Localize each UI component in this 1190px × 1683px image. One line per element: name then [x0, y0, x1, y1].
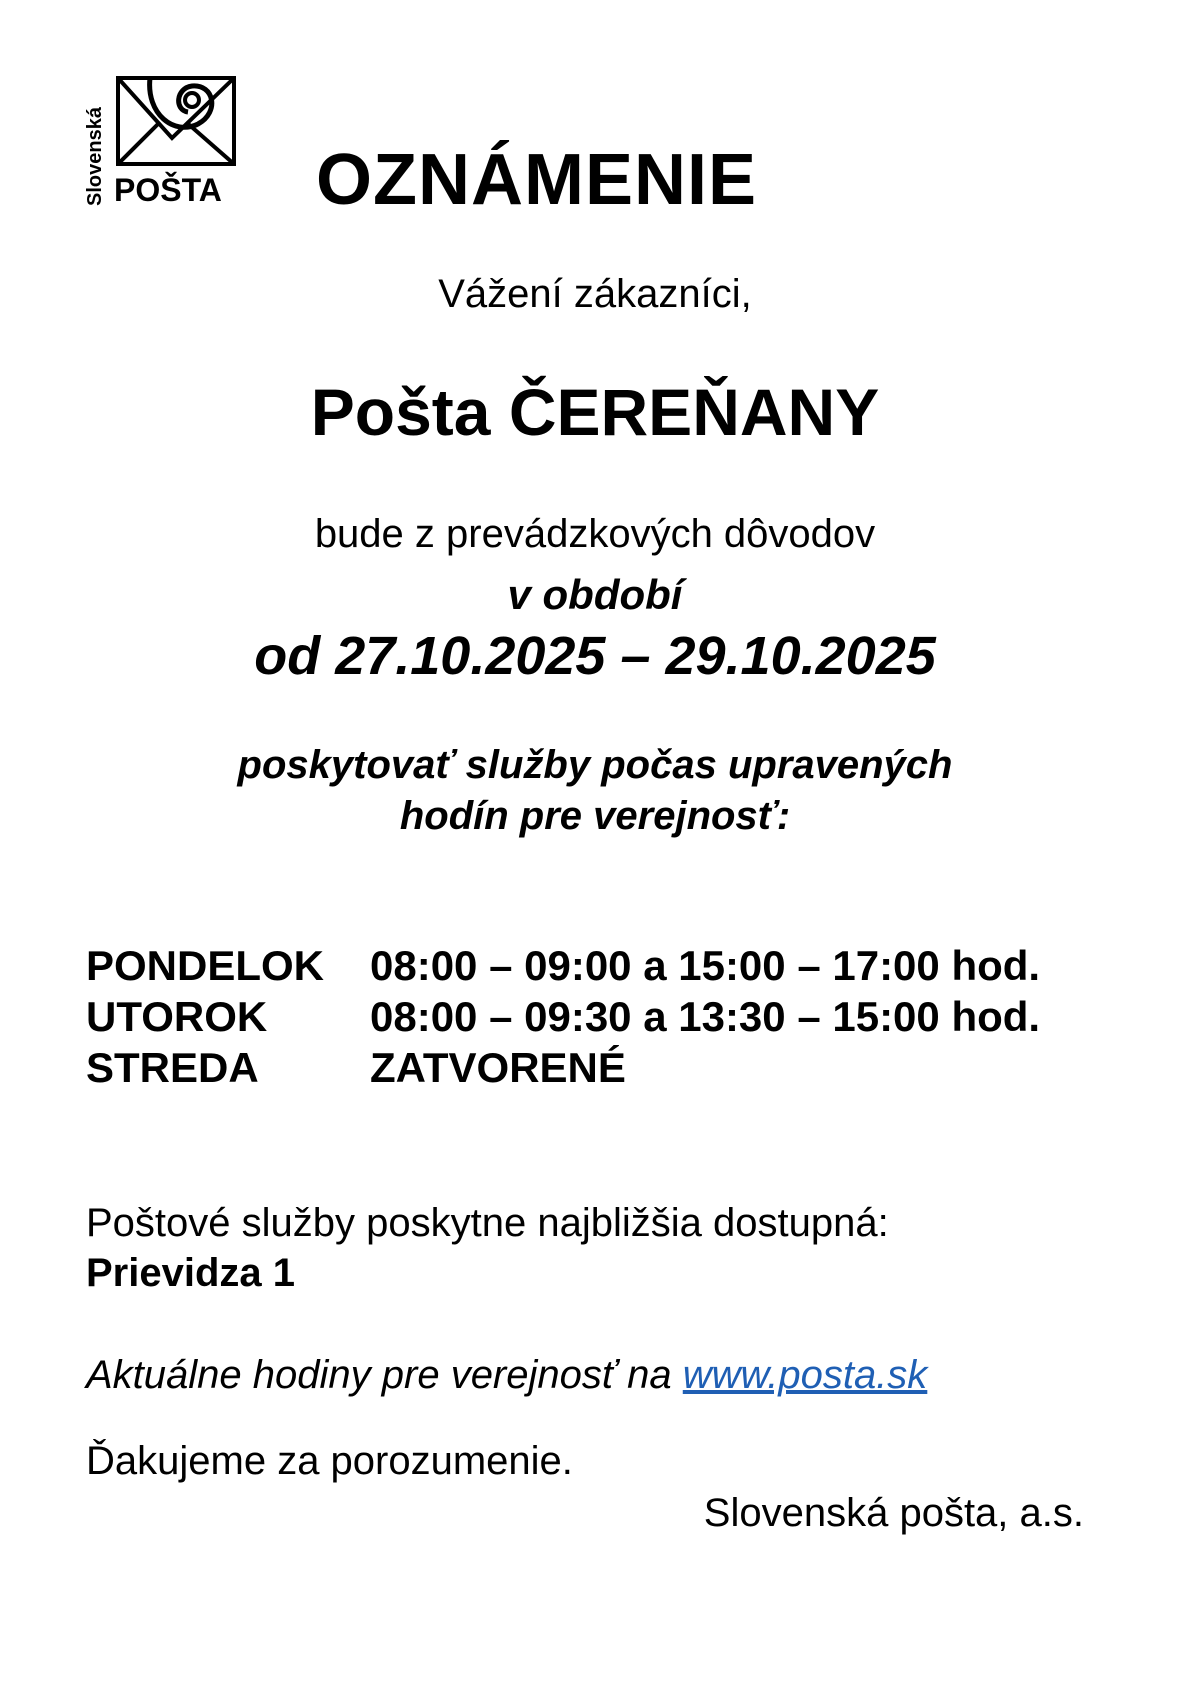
posthorn-envelope-icon [116, 76, 236, 166]
schedule-day: STREDA [86, 1044, 259, 1091]
schedule-day: UTOROK [86, 993, 268, 1040]
period-label: v období [507, 571, 683, 618]
hours-note-text: Aktuálne hodiny pre verejnosť na [86, 1353, 683, 1397]
nearest-office-name: Prievidza 1 [86, 1251, 296, 1295]
slovenska-posta-logo [84, 76, 236, 206]
office-name: Pošta ČEREŇANY [310, 375, 880, 449]
schedule-row [86, 991, 1040, 1042]
nearest-office-text: Poštové služby poskytne najbližšia dostupná: [86, 1201, 889, 1245]
period-range: od 27.10.2025 – 29.10.2025 [254, 626, 936, 686]
schedule-hours: 08:00 – 09:00 a 15:00 – 17:00 hod. [370, 942, 1041, 989]
signature: Slovenská pošta, a.s. [703, 1491, 1084, 1535]
schedule-day: PONDELOK [86, 942, 325, 989]
services-intro-line-1: poskytovať služby počas upravených [237, 743, 953, 787]
svg-text:Slovenská: Slovenská [84, 107, 106, 206]
services-intro [0, 740, 1190, 842]
schedule-hours: ZATVORENÉ [370, 1044, 626, 1091]
services-intro-line-2: hodín pre verejnosť: [399, 794, 791, 838]
thanks-text: Ďakujeme za porozumenie. [86, 1439, 573, 1483]
logo-wordmark: POŠTA [114, 172, 222, 208]
posta-website-link[interactable]: www.posta.sk [682, 1353, 928, 1397]
hours-note [86, 1350, 927, 1400]
greeting: Vážení zákazníci, [438, 272, 752, 316]
schedule-hours: 08:00 – 09:30 a 13:30 – 15:00 hod. [370, 993, 1041, 1040]
page-title: OZNÁMENIE [316, 140, 757, 220]
schedule-table [86, 940, 1040, 1093]
schedule-row [86, 1042, 1040, 1093]
schedule-row [86, 940, 1040, 991]
reason-text: bude z prevádzkových dôvodov [314, 512, 876, 556]
logo-vertical-text [84, 76, 106, 206]
